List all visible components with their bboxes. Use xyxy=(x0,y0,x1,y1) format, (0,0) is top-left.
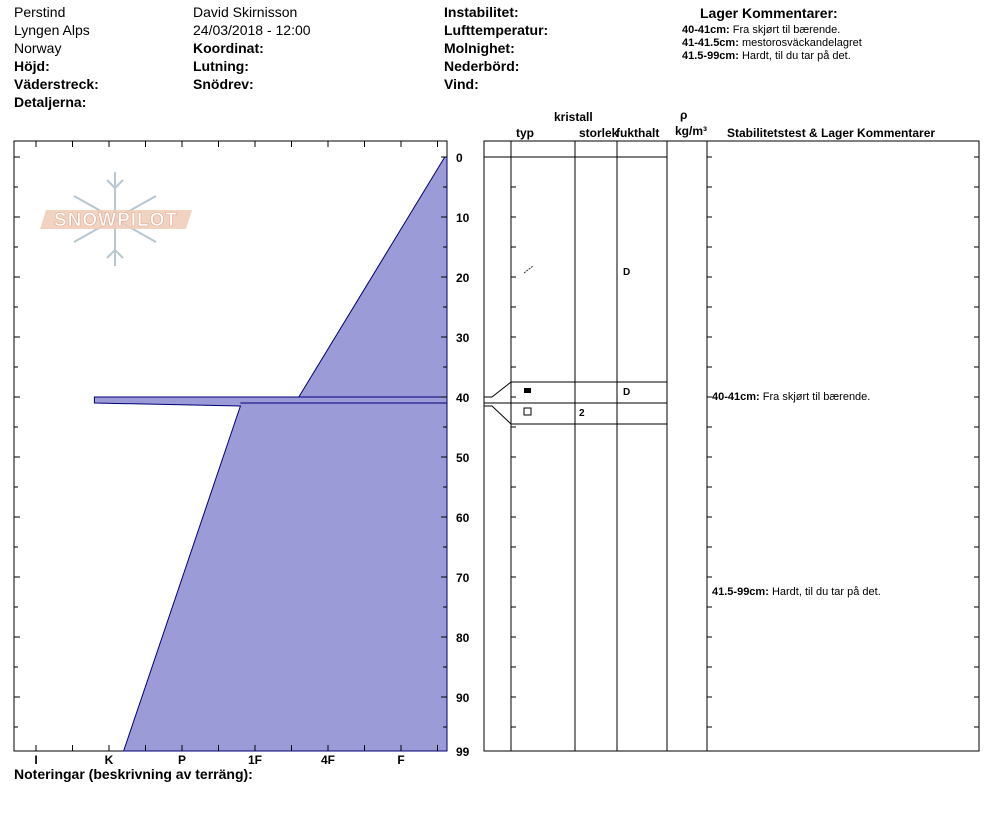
moisture-label: D xyxy=(623,267,631,278)
layer-comments-title: Lager Kommentarer: xyxy=(700,5,838,21)
density-unit-header: kg/m³ xyxy=(675,124,708,138)
table-comment-2-text: Hardt, til du tar på det. xyxy=(771,586,881,598)
layer-comment-2-text: mestorosväckandelagret xyxy=(741,37,862,49)
new-snow-icon xyxy=(524,266,533,273)
logo-text: SNOWPILOT xyxy=(53,210,179,231)
hardness-label: F xyxy=(397,753,405,767)
hardness-label: P xyxy=(177,753,187,767)
stability-header: Stabilitetstest & Lager Kommentarer xyxy=(727,126,936,140)
layer-symbols xyxy=(524,266,630,419)
depth-tick-label: 30 xyxy=(456,331,470,345)
moisture-header: fukthalt xyxy=(616,126,660,140)
sky-label: Molnighet: xyxy=(444,40,515,56)
precip-label: Nederbörd: xyxy=(444,58,520,74)
layer-comment-1-text: Fra skjørt til bærende. xyxy=(732,24,841,36)
air-temp-label: Lufttemperatur: xyxy=(444,22,549,38)
slope-label: Lutning: xyxy=(193,58,249,74)
depth-tick-label: 20 xyxy=(456,271,470,285)
hardness-axis-labels xyxy=(34,753,404,767)
depth-tick-label: 80 xyxy=(456,631,470,645)
filled-square-icon xyxy=(524,388,531,393)
coordinate-label: Koordinat: xyxy=(193,40,264,56)
depth-axis-labels xyxy=(456,151,470,759)
location-name: Perstind xyxy=(14,4,66,20)
size-header: storlek xyxy=(579,126,619,140)
layer-table-frame xyxy=(484,141,979,751)
depth-tick-label: 60 xyxy=(456,511,470,525)
observation-datetime: 24/03/2018 - 12:00 xyxy=(193,22,311,38)
layer-comment-3-range: 41.5-99cm: xyxy=(682,50,739,62)
snow-drift-label: Snödrev: xyxy=(193,76,254,92)
instability-label: Instabilitet: xyxy=(444,4,519,20)
depth-tick-label: 99 xyxy=(456,745,470,759)
hardness-label: 4F xyxy=(320,753,336,767)
aspect-label: Väderstreck: xyxy=(14,76,99,92)
table-comment-1-text: Fra skjørt til bærende. xyxy=(762,391,871,403)
layer-table-columns xyxy=(511,141,707,751)
notes-label: Noteringar (beskrivning av terräng): xyxy=(14,766,253,782)
depth-tick-label: 50 xyxy=(456,451,470,465)
size-label: 2 xyxy=(579,408,585,419)
elevation-label: Höjd: xyxy=(14,58,50,74)
table-depth-ticks xyxy=(511,157,979,727)
depth-tick-label: 40 xyxy=(456,391,470,405)
hardness-profile-area xyxy=(94,157,447,751)
depth-tick-label: 70 xyxy=(456,571,470,585)
wind-label: Vind: xyxy=(444,76,479,92)
table-comment-1-range: 40-41cm: xyxy=(712,391,760,403)
depth-tick-label: 10 xyxy=(456,211,470,225)
layer-comment-2-range: 41-41.5cm: xyxy=(682,37,739,49)
table-comment-2-range: 41.5-99cm: xyxy=(712,586,769,598)
snowpilot-logo xyxy=(40,172,192,266)
type-header: typ xyxy=(516,126,534,140)
country-name: Norway xyxy=(14,40,62,56)
layer-connector-line xyxy=(484,406,511,424)
depth-tick-label: 90 xyxy=(456,691,470,705)
region-name: Lyngen Alps xyxy=(14,22,90,38)
details-label: Detaljerna: xyxy=(14,94,87,110)
layer-comment-1-range: 40-41cm: xyxy=(682,24,730,36)
hardness-label: 1F xyxy=(247,753,263,767)
crystal-header: kristall xyxy=(554,110,593,124)
hardness-label: I xyxy=(34,753,38,767)
moisture-label: D xyxy=(623,387,631,398)
depth-tick-label: 0 xyxy=(456,151,463,165)
observer-name: David Skirnisson xyxy=(193,4,298,20)
layer-comment-3-text: Hardt, til du tar på det. xyxy=(741,50,851,62)
open-square-icon xyxy=(524,408,531,415)
rho-header: ρ xyxy=(680,108,688,122)
layer-connector-line xyxy=(484,382,511,397)
hardness-label: K xyxy=(104,753,114,767)
